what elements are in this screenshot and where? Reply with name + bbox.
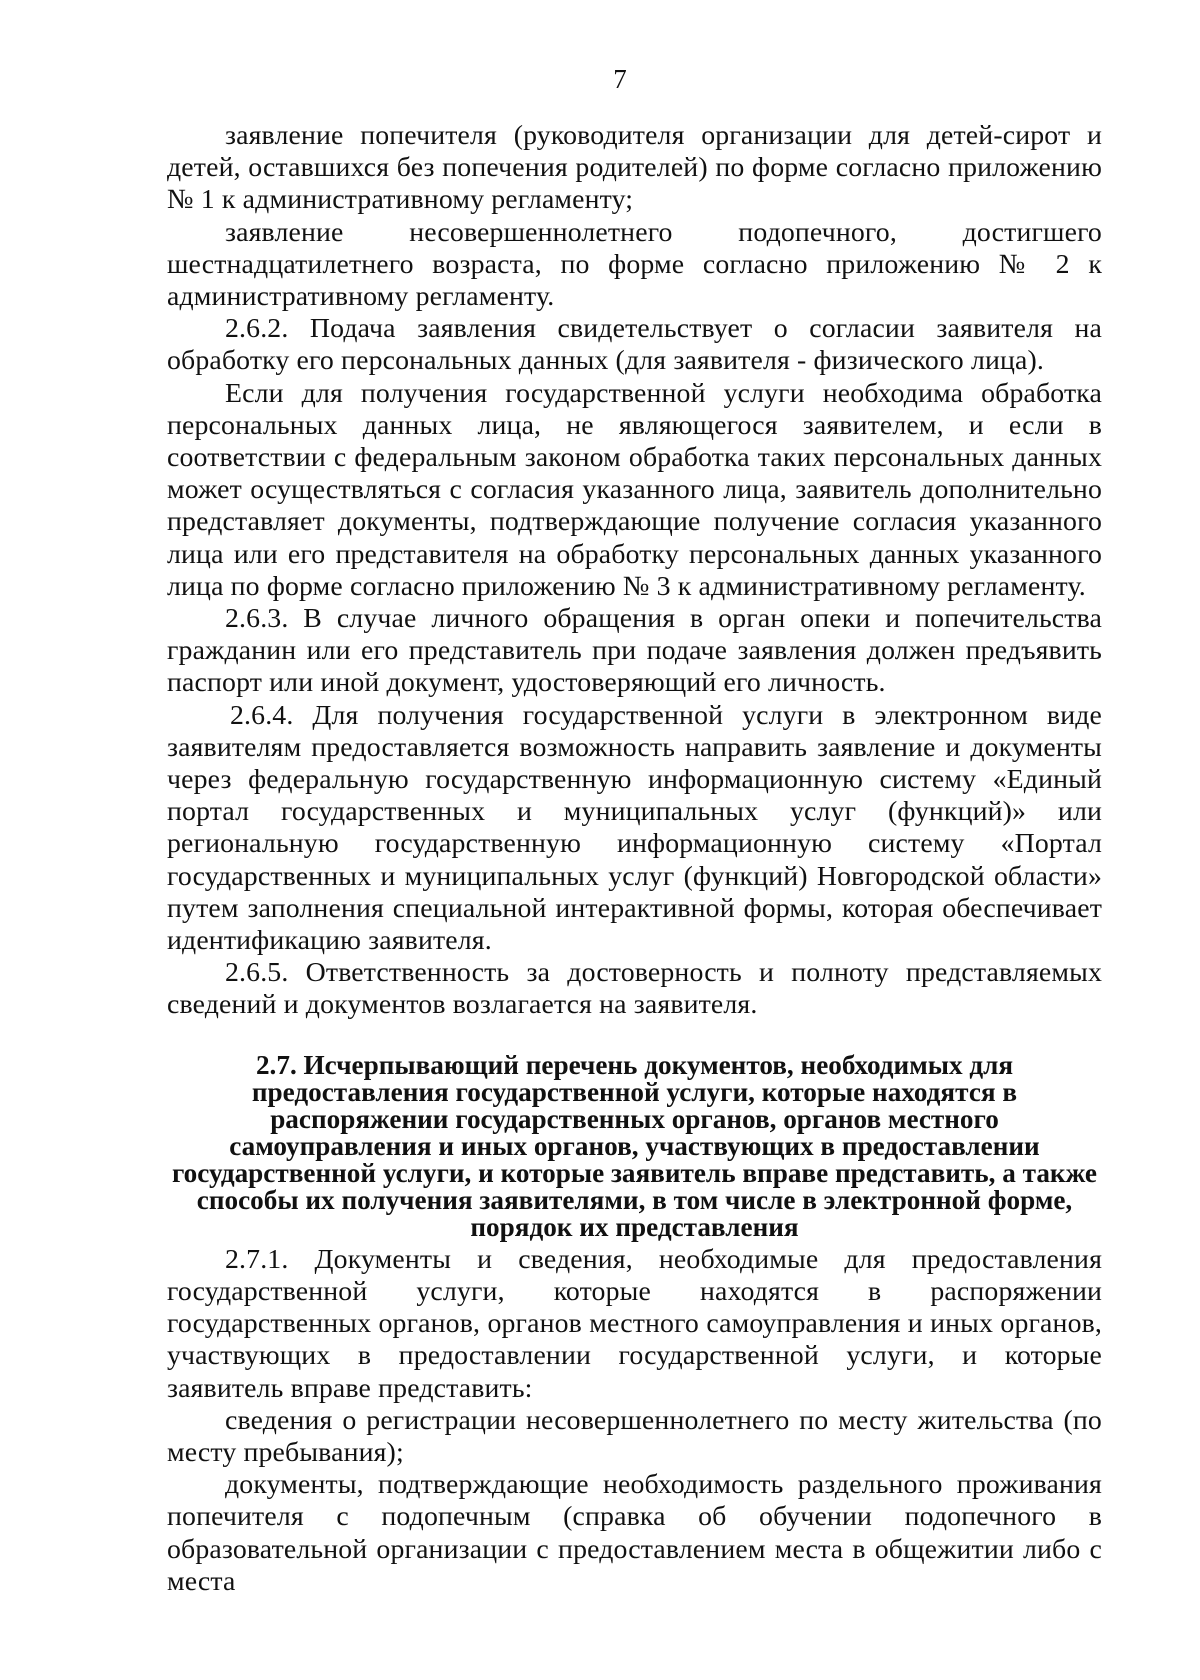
paragraph-2-6-4: 2.6.4. Для получения государственной услуги в электронном виде заявителям предоставляется возможность направить заявление и документы через федеральную государственную информационную систему «Единый портал государственных и муниципальных услуг (функций)» или региональную государственную информационную систему «Портал государственных и муниципальных услуг (функций) Новгородской области» путем заполнения специальной интерактивной формы, которая обеспечивает идентификацию заявителя. xyxy=(167,699,1102,957)
paragraph-2-6-2: 2.6.2. Подача заявления свидетельствует о согласии заявителя на обработку его персональных данных (для заявителя - физического лица). xyxy=(167,313,1102,377)
paragraph-2-6-5: 2.6.5. Ответственность за достоверность и полноту представляемых сведений и документов возлагается на заявителя. xyxy=(167,957,1102,1021)
paragraph-2-7-1: 2.7.1. Документы и сведения, необходимые для предоставления государственной услуги, которые находятся в распоряжении государственных органов, органов местного самоуправления и иных органов, участвующих в предоставлении государственной услуги, и которые заявитель вправе представить: xyxy=(167,1243,1102,1404)
paragraph-registration-info: сведения о регистрации несовершеннолетнего по месту жительства (по месту пребывания); xyxy=(167,1404,1102,1468)
paragraph-2-6-3: 2.6.3. В случае личного обращения в орган опеки и попечительства гражданин или его представитель при подаче заявления должен предъявить паспорт или иной документ, удостоверяющий его личность. xyxy=(167,603,1102,699)
page-number: 7 xyxy=(613,64,627,94)
document-body xyxy=(167,120,1102,1598)
section-heading-2-7: 2.7. Исчерпывающий перечень документов, необходимых для предоставления государственной услуги, которые находятся в распоряжении государственных органов, органов местного самоуправления и иных органов, участвующих в предоставлении государственной услуги, и которые заявитель вправе представить, а также способы их получения заявителями, в том числе в электронной форме, порядок их представления xyxy=(171,1049,1097,1242)
paragraph-guardian-application: заявление попечителя (руководителя организации для детей-сирот и детей, оставшихся без попечения родителей) по форме согласно приложению № 1 к административному регламенту; xyxy=(167,120,1102,216)
paragraph-separate-residence-docs: документы, подтверждающие необходимость раздельного проживания попечителя с подопечным (справка об обучении подопечного в образовательной организации с предоставлением места в общежитии либо с места xyxy=(167,1469,1102,1597)
paragraph-personal-data-consent: Если для получения государственной услуги необходима обработка персональных данных лица, не являющегося заявителем, и если в соответствии с федеральным законом обработка таких персональных данных может осуществляться с согласия указанного лица, заявитель дополнительно представляет документы, подтверждающие получение согласия указанного лица или его представителя на обработку персональных данных указанного лица по форме согласно приложению № 3 к административному регламенту. xyxy=(167,377,1102,602)
paragraph-minor-application: заявление несовершеннолетнего подопечного, достигшего шестнадцатилетнего возраста, по форме согласно приложению № 2 к административному регламенту. xyxy=(167,216,1102,313)
